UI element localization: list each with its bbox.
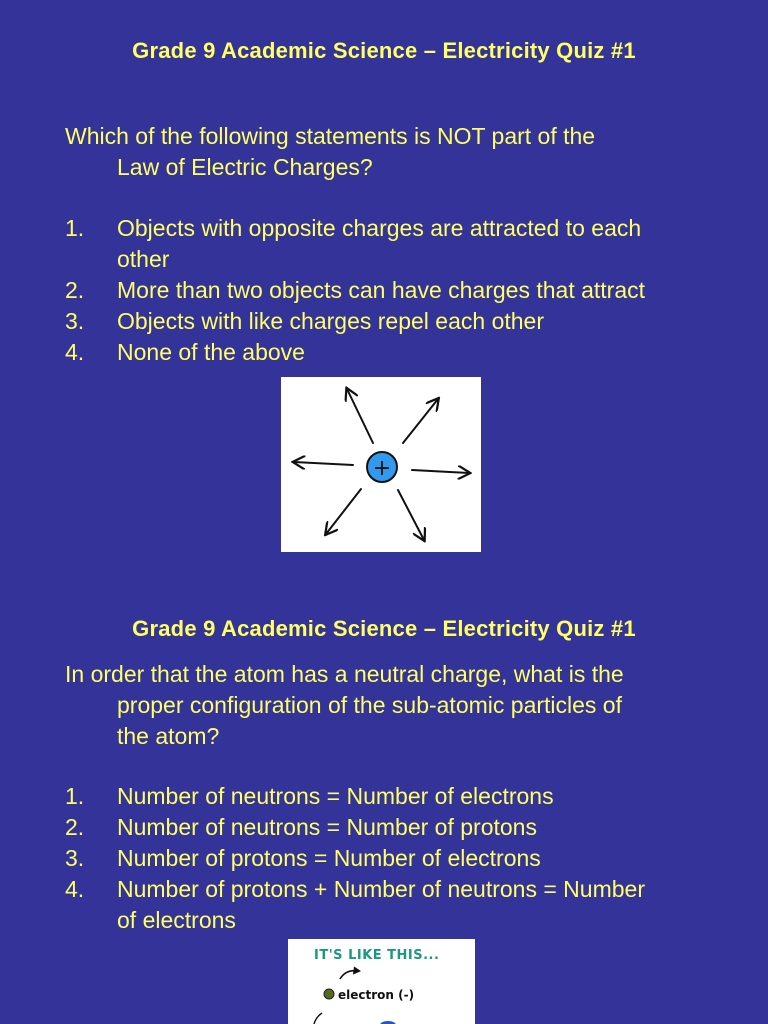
slide1-option-2 [65,275,735,306]
option-text: Number of protons + Number of neutrons = Number [117,876,645,902]
option-number: 2. [65,277,85,303]
slide2-question [65,659,725,752]
option-text: of electrons [117,907,236,933]
slide2-question-line: proper configuration of the sub-atomic particles of [117,692,622,718]
slide1-title: Grade 9 Academic Science – Electricity Quiz #1 [132,38,636,63]
option-number: 4. [65,339,85,365]
arrow-up-left [347,389,373,443]
slide1-question [65,121,725,183]
positive-charge-figure [281,377,481,552]
slide2-option-1 [65,781,735,812]
slide2-title: Grade 9 Academic Science – Electricity Quiz #1 [132,616,636,641]
slide2-option-4 [65,874,735,936]
arrow-up-right [403,399,438,443]
option-text: Objects with like charges repel each other [117,308,544,334]
option-text: Number of neutrons = Number of electrons [117,783,554,809]
option-text: Objects with opposite charges are attracted to each [117,215,642,241]
arrow-right [412,470,469,473]
atom-cartoon-heading: IT'S LIKE THIS... [314,948,440,963]
option-number: 3. [65,308,85,334]
electron-label: electron (-) [338,988,415,1002]
slide1-option-1 [65,213,735,275]
orbit-arc [314,1013,322,1024]
slide2-option-3 [65,843,735,874]
arrow-down-left [326,489,361,534]
slide2-options-list [65,781,735,936]
electron-path-arrowhead [353,967,360,974]
option-number: 3. [65,845,85,871]
option-number: 2. [65,814,85,840]
slide1-option-4 [65,337,735,368]
slide2-question-line: the atom? [117,723,220,749]
slide1-question-line: Which of the following statements is NOT part of the [65,123,596,149]
option-number: 1. [65,783,85,809]
repelling-arrows-diagram [281,377,481,552]
option-text: other [117,246,170,272]
option-number: 1. [65,215,85,241]
option-text: None of the above [117,339,305,365]
slide2-question-line: In order that the atom has a neutral charge, what is the [65,661,624,687]
atom-cartoon-figure [288,939,475,1024]
atom-cartoon [288,939,475,1024]
electron-dot [324,989,334,999]
slide1-options-list [65,213,735,368]
option-text: More than two objects can have charges that attract [117,277,646,303]
option-text: Number of neutrons = Number of protons [117,814,537,840]
option-text: Number of protons = Number of electrons [117,845,541,871]
slide1-option-3 [65,306,735,337]
arrow-left [294,462,353,465]
slide1-question-line: Law of Electric Charges? [117,154,373,180]
option-number: 4. [65,876,85,902]
slide2-option-2 [65,812,735,843]
arrow-down-right [398,490,424,540]
charge-symbol: + [372,456,392,481]
